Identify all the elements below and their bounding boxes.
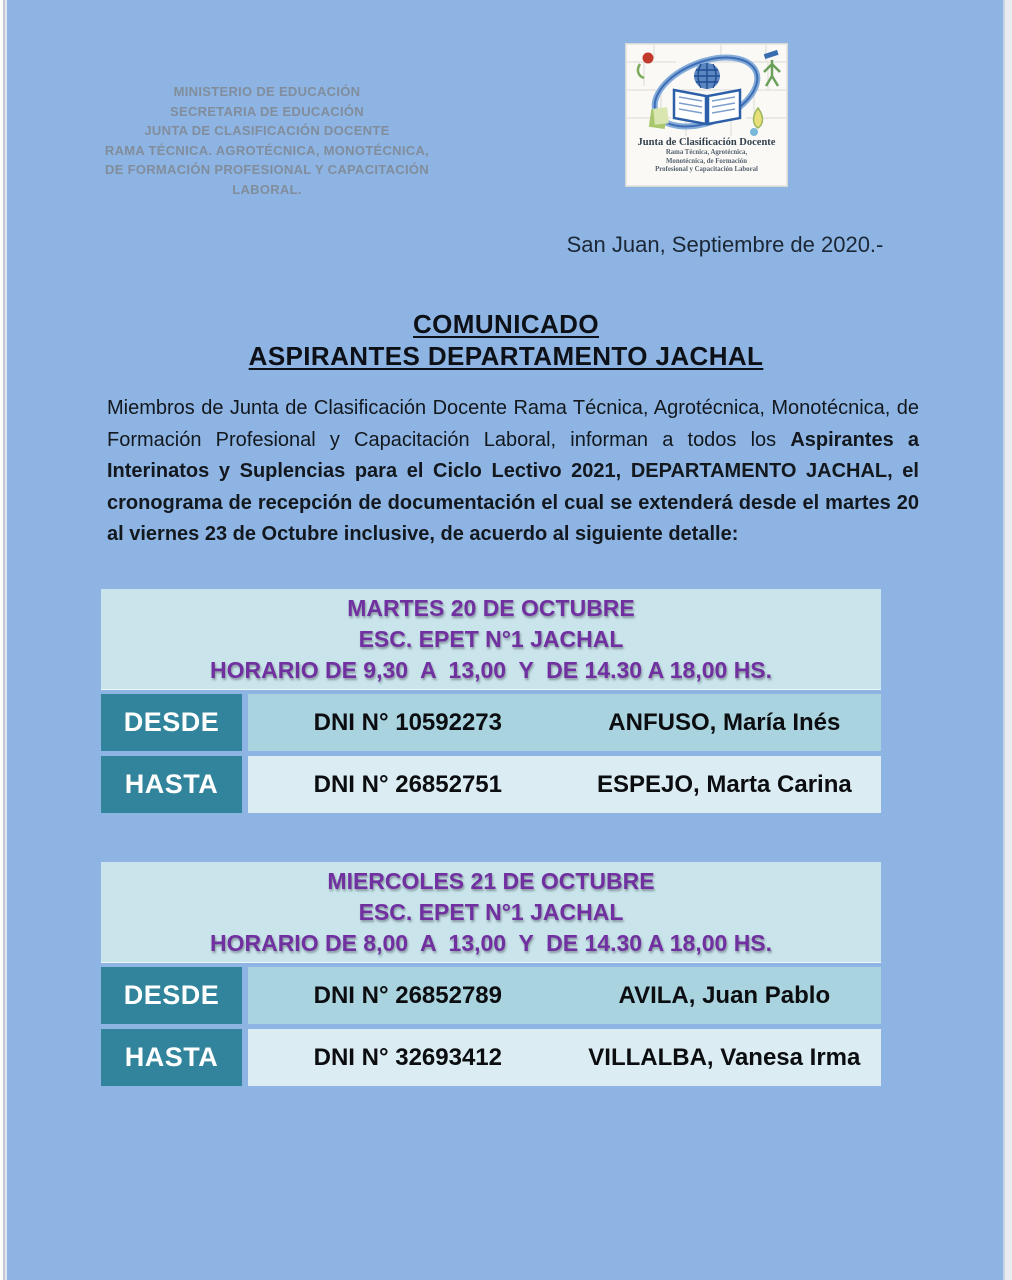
table-header-schedule: HORARIO DE 9,30 A 13,00 Y DE 14.30 A 18,00 HS. (209, 656, 773, 683)
body-bold-text: Aspirantes a Interinatos y Suplencias para el Ciclo Lectivo 2021, DEPARTAMENTO JACHAL, el cronograma de recepción de documentación el cual se extenderá desde el martes 20 al viernes 23 de Octubre inclusive, de acuerdo al siguiente detalle: (107, 428, 919, 545)
title-line-comunicado: COMUNICADO (413, 309, 599, 339)
letterhead-line: JUNTA DE CLASIFICACIÓN DOCENTE (144, 123, 390, 138)
letterhead (82, 82, 452, 199)
junta-logo (625, 43, 788, 187)
table-header-date: MIERCOLES 21 DE OCTUBRE (327, 867, 655, 894)
row-label-hasta: HASTA (101, 756, 242, 813)
table-header-schedule: HORARIO DE 8,00 A 13,00 Y DE 14.30 A 18,00 HS. (209, 929, 773, 956)
logo-title: Junta de Clasificación Docente (637, 137, 776, 148)
open-book-globe-icon (626, 44, 787, 136)
table-header-date: MARTES 20 DE OCTUBRE (347, 594, 635, 621)
table-header (101, 862, 881, 962)
logo-subtitle-line: Rama Técnica, Agrotécnica, (665, 149, 748, 156)
letterhead-line: DE FORMACIÓN PROFESIONAL Y CAPACITACIÓN LABORAL. (105, 162, 429, 197)
name-cell: ESPEJO, Marta Carina (596, 770, 852, 798)
name-cell: VILLALBA, Vanesa Irma (588, 1043, 861, 1071)
row-content (248, 694, 881, 751)
row-content (248, 967, 881, 1024)
table-row (101, 756, 881, 813)
scan-edge-right (1003, 0, 1012, 1280)
row-label-desde: DESDE (101, 967, 242, 1024)
table-row (101, 694, 881, 751)
row-content (248, 1029, 881, 1086)
table-header (101, 589, 881, 689)
letterhead-line: SECRETARIA DE EDUCACIÓN (170, 103, 364, 119)
logo-subtitle-line: Profesional y Capacitación Laboral (655, 166, 758, 173)
dni-cell: DNI N° 26852789 (313, 981, 503, 1009)
name-cell: AVILA, Juan Pablo (618, 981, 831, 1009)
row-label-hasta: HASTA (101, 1029, 242, 1086)
row-label-desde: DESDE (101, 694, 242, 751)
dni-cell: DNI N° 10592273 (313, 708, 503, 736)
letterhead-line: MINISTERIO DE EDUCACIÓN (173, 84, 361, 99)
table-row (101, 1029, 881, 1086)
dni-cell: DNI N° 32693412 (313, 1043, 503, 1071)
schedule-table-miercoles-21 (101, 862, 881, 1086)
logo-subtitle-line: Monotécnica, de Formación (666, 157, 747, 165)
row-content (248, 756, 881, 813)
letterhead-line: RAMA TÉCNICA. AGROTÉCNICA, MONOTÉCNICA, (104, 142, 430, 158)
table-header-school: ESC. EPET N°1 JACHAL (358, 898, 624, 925)
body-paragraph (107, 393, 919, 551)
table-row (101, 967, 881, 1024)
scan-edge-left (0, 0, 7, 1280)
title-line-aspirantes: ASPIRANTES DEPARTAMENTO JACHAL (248, 341, 764, 371)
body-intro-text: Miembros de Junta de Clasificación Docente Rama Técnica, Agrotécnica, Monotécnica, de Formación Profesional y Capacitación Laboral, informan a todos los (107, 397, 919, 451)
date-line: San Juan, Septiembre de 2020.- (566, 232, 884, 257)
dni-cell: DNI N° 26852751 (313, 770, 503, 798)
name-cell: ANFUSO, María Inés (608, 708, 841, 736)
schedule-table-martes-20 (101, 589, 881, 813)
page-title (0, 308, 1012, 372)
table-header-school: ESC. EPET N°1 JACHAL (358, 625, 624, 652)
